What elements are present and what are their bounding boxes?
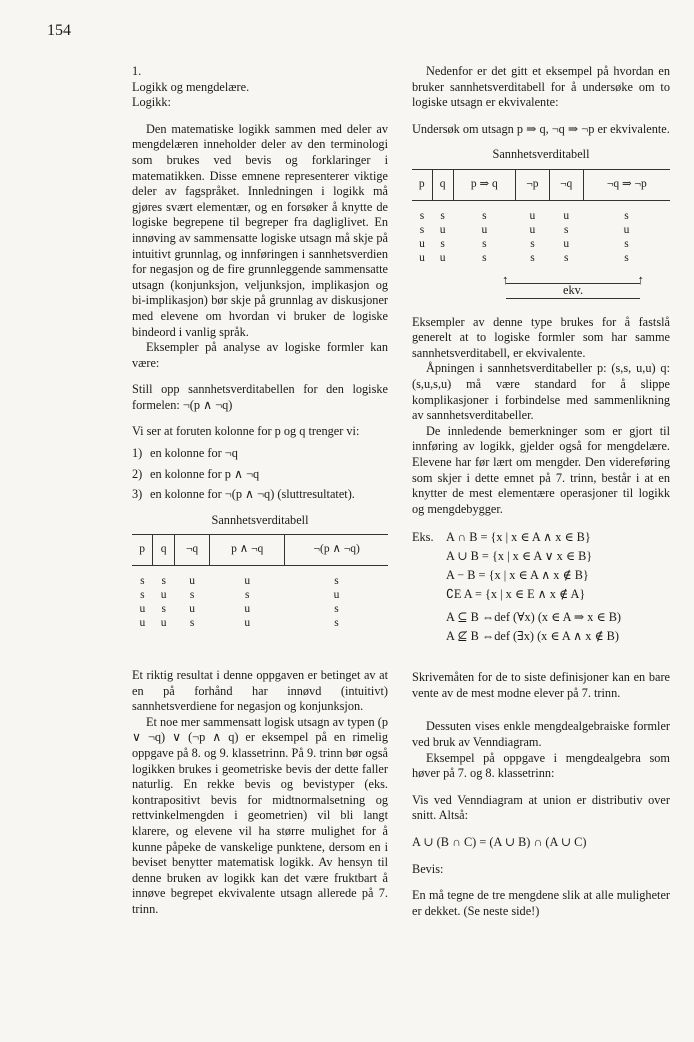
closing-paragraph: En må tegne de tre mengdene slik at alle muligheter er dekket. (Se neste side!) (412, 888, 670, 918)
distributive-paragraph: Vis ved Venndiagram at union er distributiv over snitt. Altså: (412, 792, 670, 823)
table-header: ¬q (175, 535, 210, 566)
definition-line: A ⊈ B ⇔def (∃x) (x ∈ A ∧ x ∉ B) (446, 629, 619, 644)
section-title: Logikk og mengdelære. (132, 79, 250, 94)
right-column (412, 64, 670, 919)
section-subtitle: Logikk: (132, 95, 171, 110)
table-row: s u s s u (140, 589, 340, 602)
table-header: p (132, 535, 153, 566)
notation-paragraph: Skrivemåten for de to siste definisjoner kan en bare vente av de mest modne elever på 7. trinn. (412, 670, 670, 700)
logic-usage-paragraph: Et noe mer sammensatt logisk utsagn av typen (p ∨ ¬q) ∨ (¬p ∧ q) er eksempel på en rimelig oppgave på 8. og 9. klassetrinn. På 9. trinn bør også logikken brukes i geometriske bevis der dette faller naturlig. En rekke bevis og bevistyper (eks. kontrapositivt bevis for midtnormalsetning og rettvinkelmengden i geometrien) vil bli langt klarere, og elevene vil ha større mulighet for å kunne påpeke de vanskelige punktene, dersom en i beviset benytter matematisk logikk. Av hensyn til denne bruken av logikk kan det være fruktbart å innøve begrepet ekvivalente utsagn allerede på 7. trinn. (132, 714, 388, 916)
table-header: ¬q (549, 169, 583, 200)
table-row: s s u u s (140, 575, 339, 588)
arrow-up-icon: ↑ (502, 271, 509, 287)
definition-line: A ∩ B = {x | x ∈ A ∧ x ∈ B} (446, 530, 591, 545)
table-title: Sannhetsverditabell (492, 147, 590, 162)
page-number: 154 (47, 22, 71, 39)
definition-line: A − B = {x | x ∈ A ∧ x ∉ B} (446, 568, 589, 583)
set-theory-paragraph: De innledende bemerkninger som er gjort til innføring av logikk, gjelder også for mengdelære. Elevene har før lært om mengder. Den videreføring som skjer i dette emnet på 7. trinn, består i at en knytter de mest elementære operasjoner til logikk og mengdebygger. (412, 423, 670, 516)
table-row: u s s s u s (419, 237, 629, 250)
table-header: p (412, 169, 432, 200)
table-header: q (153, 535, 175, 566)
equivalence-marker (412, 273, 670, 303)
truth-table-2 (412, 169, 670, 265)
table-header: ¬(p ∧ ¬q) (285, 535, 388, 566)
definition-line: ∁E A = {x | x ∈ E ∧ x ∉ A} (446, 587, 586, 602)
section-number: 1. (132, 64, 142, 78)
list-item: 3) en kolonne for ¬(p ∧ ¬q) (sluttresultatet). (132, 487, 355, 502)
set-definitions (412, 528, 670, 646)
intro-paragraph: Den matematiske logikk sammen med deler av mengdelæren inneholder deler av den terminologi som brukes ved bevis og forklaringer i matematikken. Disse emnene representerer viktige deler av fagspråket. Innledningen i logikk må gjøres svært elementær, og en forsøker å knytte de logiske begrepene til begreper fra dagliglivet. En innøving av sammensatte logiske utsagn må skje på intuitivt grunnlag, og innføringen i sannhetsverdien for negasjon og de fire grunnleggende sammensatte utsagn (konjunksjon, veljunksjon, implikasjon og bi-implikasjon) bør skje på grunnlag av diskusjoner med elevene om hvordan vi bruker de logiske bindeord i vanlig språk. (132, 121, 388, 339)
list-item: 2) en kolonne for p ∧ ¬q (132, 466, 260, 481)
table-header: p ∧ ¬q (210, 535, 285, 566)
table-header: p ⇒ q (453, 169, 515, 200)
examples-paragraph: Eksempler på analyse av logiske formler kan være: (132, 340, 388, 370)
table-row: s u u u s u (419, 223, 630, 236)
venn-paragraph: Dessuten vises enkle mengdealgebraiske formler ved bruk av Venndiagram. (412, 719, 670, 750)
algebra-task-paragraph: Eksempel på oppgave i mengdealgebra som høver på 7. og 8. klassetrinn: (412, 750, 670, 781)
table-row: u s u u s (139, 603, 339, 616)
equivalence-intro: Nedenfor er det gitt et eksempel på hvordan en bruker sannhetsverditabell for å undersøke om to logiske utsagn er ekvivalente: (412, 64, 670, 110)
arrow-up-icon: ↑ (637, 271, 644, 287)
definition-line: A ∪ B = {x | x ∈ A ∨ x ∈ B} (446, 549, 593, 564)
list-item: 1) en kolonne for ¬q (132, 446, 238, 461)
result-paragraph: Et riktig resultat i denne oppgaven er betinget av at en på forhånd har innøvd (intuitivt) sannhetsverdiene for negasjon og konjunksjon. (132, 668, 388, 714)
proof-label: Bevis: (412, 861, 444, 876)
equivalence-label: ekv. (562, 282, 584, 297)
column-list (132, 446, 388, 503)
opening-paragraph: Åpningen i sannhetsverditabeller p: (s,s, u,u) q: (s,u,s,u) må være standard for å slippe komplikasjoner i forbindelse med sammenlikning av sannhetsverditabeller. (412, 361, 670, 423)
equivalence-task: Undersøk om utsagn p ⇒ q, ¬q ⇒ ¬p er ekvivalente. (412, 121, 670, 136)
table-row: u u s s s s (419, 251, 629, 264)
task-paragraph: Still opp sannhetsverditabellen for den logiske formelen: ¬(p ∧ ¬q) (132, 382, 388, 412)
table-title: Sannhetsverditabell (211, 512, 309, 527)
columns-paragraph: Vi ser at foruten kolonne for p og q trenger vi: (132, 424, 360, 439)
left-column (132, 64, 388, 918)
example-label: Eks. (412, 530, 434, 545)
table-header: q (432, 169, 453, 200)
definition-line: A ⊆ B ⇔def (∀x) (x ∈ A ⇒ x ∈ B) (446, 610, 622, 625)
table-header: ¬q ⇒ ¬p (583, 169, 670, 200)
truth-table-1 (132, 534, 388, 630)
distributive-formula: A ∪ (B ∩ C) = (A ∪ B) ∩ (A ∪ C) (412, 835, 587, 850)
equivalence-paragraph: Eksempler av denne type brukes for å fastslå generelt at to logiske formler som har samme sannhetsverditabell, er ekvivalente. (412, 314, 670, 360)
table-row: u u s u s (139, 617, 339, 630)
table-header: ¬p (516, 169, 550, 200)
table-row: s s s u u s (419, 209, 629, 222)
